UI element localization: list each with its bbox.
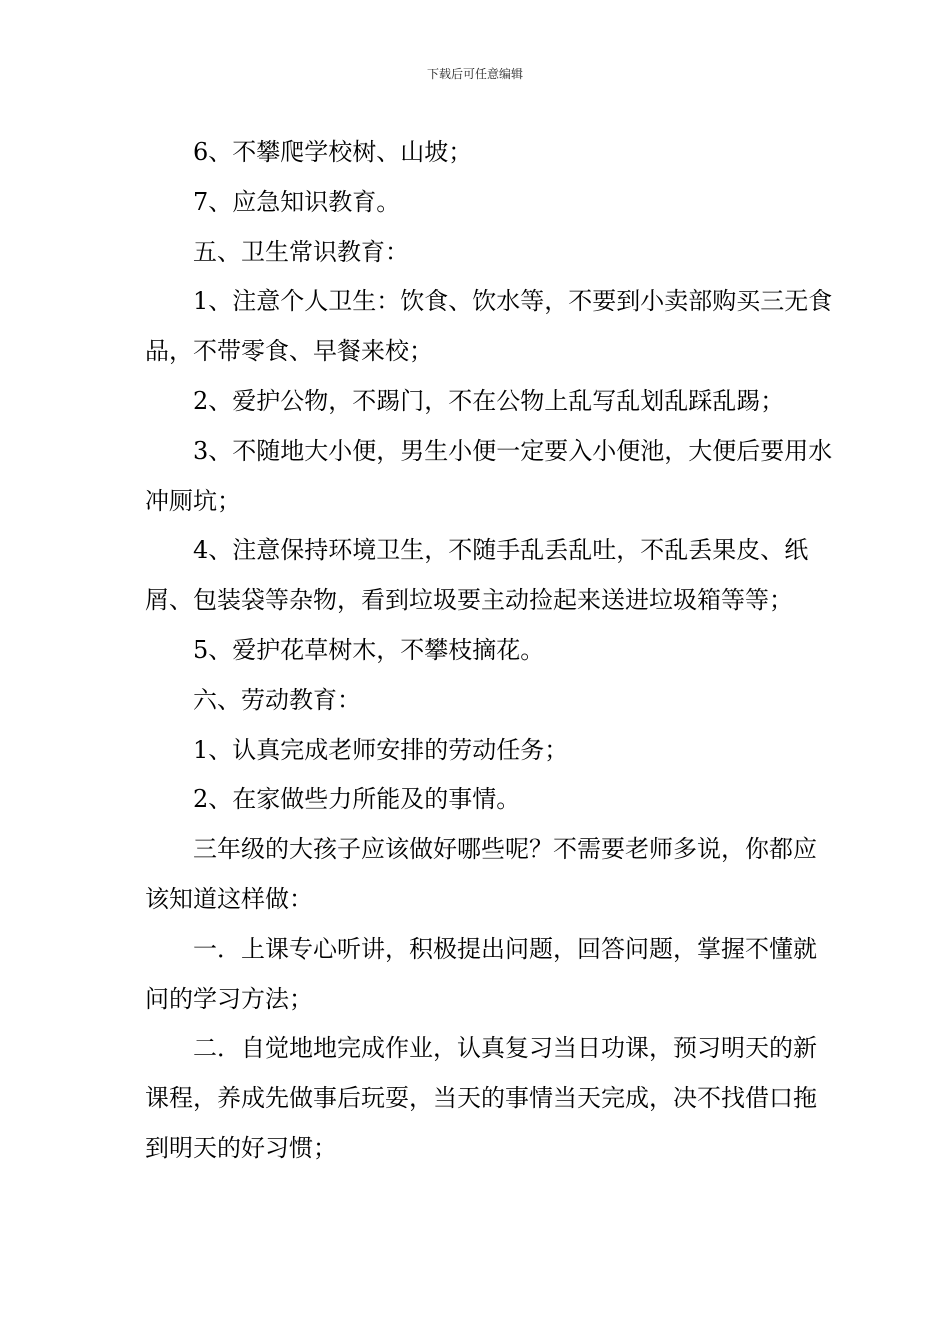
paragraph: 2、爱护公物，不踢门，不在公物上乱写乱划乱踩乱踢； <box>193 386 785 415</box>
paragraph: 1、注意个人卫生：饮食、饮水等，不要到小卖部购买三无食品，不带零食、早餐来校； <box>145 287 833 366</box>
paragraph: 一．上课专心听讲，积极提出问题，回答问题，掌握不懂就问的学习方法； <box>145 934 817 1013</box>
paragraph: 二．自觉地地完成作业，认真复习当日功课，预习明天的新课程，养成先做事后玩耍，当天的事情当天完成，决不找借口拖到明天的好习惯； <box>145 1034 817 1162</box>
paragraph: 1、认真完成老师安排的劳动任务； <box>193 735 569 764</box>
paragraph: 三年级的大孩子应该做好哪些呢？不需要老师多说，你都应该知道这样做： <box>145 835 817 913</box>
paragraph: 5、爱护花草树木，不攀枝摘花。 <box>193 635 545 664</box>
paragraph: 4、注意保持环境卫生，不随手乱丢乱吐，不乱丢果皮、纸屑、包装袋等杂物，看到垃圾要主动捡起来送进垃圾箱等等； <box>145 536 809 615</box>
section-heading: 五、卫生常识教育： <box>193 237 409 266</box>
paragraph: 7、应急知识教育。 <box>193 187 401 216</box>
paragraph: 3、不随地大小便，男生小便一定要入小便池，大便后要用水冲厕坑； <box>145 436 833 515</box>
paragraph: 6、不攀爬学校树、山坡； <box>193 138 473 166</box>
document-body <box>145 128 835 1174</box>
paragraph: 2、在家做些力所能及的事情。 <box>193 785 521 814</box>
page-header: 下载后可任意编辑 <box>426 67 523 81</box>
section-heading: 六、劳动教育： <box>193 685 361 714</box>
